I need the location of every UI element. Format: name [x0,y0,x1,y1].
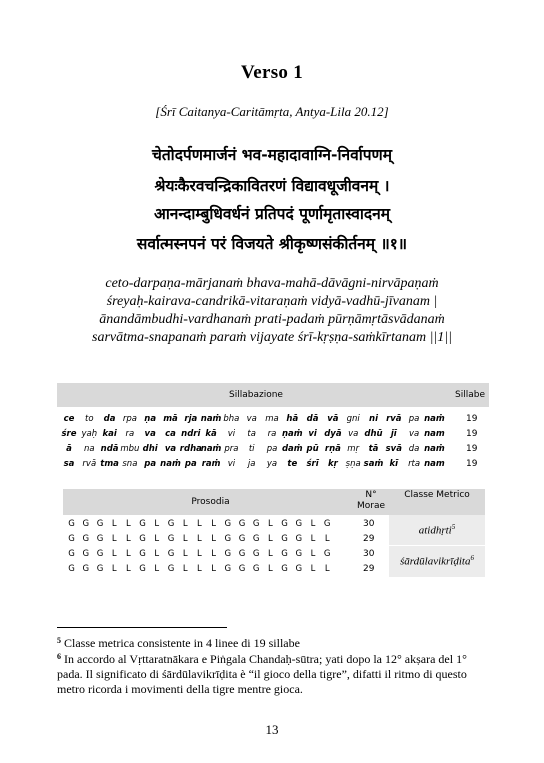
page-number: 13 [265,722,279,737]
syllable-weight: G [68,534,75,544]
syllable: jī [390,429,397,439]
syllable-weight: L [324,534,330,544]
syllable-weight: L [324,564,330,574]
syllable-weight: G [252,519,260,529]
syllable: pa [144,459,157,469]
syllable-weight: G [82,534,90,544]
syllable-weight: L [154,564,160,574]
syllable: dā [306,414,319,424]
syllable: ṣṇa [345,459,361,469]
syllable: vi [308,429,317,439]
syllable-weight: G [323,549,331,559]
devanagari-line-3: आनन्दाम्बुधिवर्धनं प्रतिपदं पूर्णामृतास्वादनम् [153,205,391,223]
syllable-weight: G [238,564,246,574]
syllable-weight: G [224,549,232,559]
syllable-weight: G [167,564,175,574]
syllable-weight: L [211,549,216,559]
transliteration-line-3: ānandāmbudhi-vardhanaṁ prati-padaṁ pūrṇāmṛtāsvādanaṁ [99,312,445,327]
syllable: sna [122,459,138,469]
syllable-weight: G [224,519,232,529]
syllable-weight: G [295,549,303,559]
syllable: rta [408,459,421,469]
syllable-weight: L [197,519,202,529]
syllable-weight: L [182,519,188,529]
syllable-weight: L [197,564,202,574]
syllable: sa [63,459,75,469]
syllable-weight: L [310,564,316,574]
syllable-weight: L [182,549,188,559]
syllable-weight: L [268,564,273,574]
syllabification-header-label: Sillabazione [229,390,283,400]
syllable: ti [248,444,255,454]
syllable-weight: G [139,534,146,544]
syllable: vi [227,429,236,439]
syllable: dyā [324,429,342,439]
syllable-weight: G [139,564,146,574]
syllable-weight: G [295,564,303,574]
syllabification-row [57,427,489,442]
devanagari-line-4: सर्वात्मस्नपनं परं विजयते श्रीकृष्णसंकीर्तनम् ॥१॥ [136,235,408,253]
syllable: dhū [364,429,383,439]
syllable-weight: G [82,519,90,529]
syllable: naṁ [200,444,222,454]
syllable-count-header: Sillabe [455,390,485,400]
prosody-header-label: Prosodia [191,497,230,507]
syllable: śre [61,429,77,439]
metre-class-header: Classe Metrico [404,490,470,500]
syllable-weight: G [139,549,146,559]
metre-cell-atidhrti [389,515,485,545]
syllable-weight: G [295,519,303,529]
syllable-weight: L [182,564,188,574]
syllable-weight: L [197,549,202,559]
syllable-weight: G [96,534,104,544]
prosody-table [63,489,485,577]
syllable-weight: G [167,519,175,529]
morae-count: 29 [363,534,375,544]
syllable-weight: G [167,549,175,559]
morae-count: 30 [363,549,375,559]
syllable: kai [102,429,117,439]
syllable: na [83,444,95,454]
syllable: to [85,414,94,424]
syllable: va [246,414,257,424]
syllable: rpa [122,414,137,424]
syllable: vi [227,459,236,469]
syllable: ra [125,429,135,439]
syllable-weight: G [68,549,75,559]
metre-name: śārdūlavikrīḍita$^6$ [400,554,474,568]
syllable-weight: L [211,534,216,544]
syllable: ce [63,414,75,424]
syllable-weight: L [154,534,160,544]
syllable: pra [224,444,239,454]
syllable-weight: G [224,564,232,574]
syllable-weight: L [154,549,160,559]
syllable: ā [66,444,72,454]
syllabification-rows [57,412,489,472]
syllable-weight: L [310,549,316,559]
transliteration-line-4: sarvātma-snapanaṁ paraṁ vijayate śrī-kṛṣṇa-saṁkīrtanam ||1|| [92,330,452,345]
syllable: ra [267,429,277,439]
syllable: tā [368,444,379,454]
syllable: da [103,414,116,424]
syllable: kī [389,459,399,469]
morae-count: 29 [363,564,375,574]
syllable: va [408,429,420,439]
syllable-weight: L [111,519,117,529]
syllable-weight: G [68,519,75,529]
syllable: pū [306,444,319,454]
syllable-weight: L [268,534,273,544]
transliteration-line-2: śreyaḥ-kairava-candrikā-vitaraṇaṁ vidyā-vadhū-jīvanam | [106,294,438,309]
syllable-weight: L [111,534,117,544]
syllable: yaḥ [81,429,98,439]
syllable: tma [100,459,119,469]
syllable: ya [266,459,278,469]
syllable-weight: G [252,564,260,574]
syllable: naṁ [200,414,222,424]
syllable-weight: G [281,549,288,559]
syllable: bha [223,414,240,424]
syllable: nam [424,429,445,439]
syllable-weight: G [96,564,104,574]
syllable: va [164,444,177,454]
syllable-weight: L [126,534,131,544]
syllable-weight: G [281,534,288,544]
syllable: mbu [120,444,140,454]
syllable: nam [424,459,445,469]
syllable: va [348,429,359,439]
metre-cell-sardulavikridita [389,546,485,577]
syllabification-row [57,412,489,427]
syllable: rvā [386,414,402,424]
syllable: ma [265,414,279,424]
syllable-count: 19 [466,459,478,469]
syllabification-row [57,442,489,457]
syllable-weight: L [111,549,117,559]
syllable: pa [408,414,420,424]
footnote-divider [57,627,227,628]
syllable: rvā [82,459,97,469]
syllable: pa [266,444,278,454]
syllable-weight: G [252,549,260,559]
syllable: raṁ [201,459,221,469]
syllable-weight: G [238,534,246,544]
prosody-rows [63,515,485,577]
syllable: svā [385,444,402,454]
syllable-weight: L [197,534,202,544]
syllable: rja [184,414,198,424]
syllable-weight: L [126,549,131,559]
syllable: naṁ [160,459,181,469]
syllable-count: 19 [466,414,478,424]
syllable-count: 19 [466,444,478,454]
syllable: ni [369,414,378,424]
syllable-weight: L [126,519,131,529]
syllable: daṁ [281,444,303,454]
syllable: mṛ [347,444,360,454]
syllable: śrī [306,459,319,469]
syllable: ṇa [144,414,157,424]
syllable-weight: G [252,534,260,544]
syllable-weight: L [126,564,131,574]
syllabification-row [57,457,489,472]
syllable: rdha [179,444,202,454]
syllable-weight: L [211,564,216,574]
syllable-weight: G [167,534,175,544]
syllable: mā [163,414,178,424]
syllable: naṁ [424,414,445,424]
syllable: ca [165,429,176,439]
syllable-weight: G [82,549,90,559]
syllable-weight: L [310,519,316,529]
footnote-5: $^5$ Classe metrica consistente in 4 linee di 19 sillabe [57,636,300,650]
devanagari-line-2: श्रेयःकैरवचन्द्रिकावितरणं विद्यावधूजीवनम् । [154,177,390,195]
syllable: naṁ [424,444,445,454]
devanagari-line-1: चेतोदर्पणमार्जनं भव-महादावाग्नि-निर्वापणम् [152,146,392,164]
syllable-weight: G [139,519,146,529]
prosody-header [63,489,485,515]
syllable-weight: L [268,519,273,529]
syllable: kā [205,429,217,439]
syllable-count: 19 [466,429,478,439]
syllable: ndri [181,429,201,439]
syllable: vā [327,414,339,424]
syllable: saṁ [363,459,384,469]
syllable-weight: G [238,549,246,559]
syllable-weight: G [68,564,75,574]
syllable: da [408,444,420,454]
syllable: hā [286,414,299,424]
morae-header: N° Morae [356,490,386,511]
syllable: ja [247,459,256,469]
syllable: kṛ [327,459,338,469]
footnote-6: $^6$ In accordo al Vṛttaratnākara e Piṅgala Chandaḥ-sūtra; yati dopo la 12° akṣara del 1° pada. Il significato di śārdūlavikrīḍita è “il gioco della tigre”, difatti il ritmo di questo metro ricorda i movimenti della tigre mentre gioca. [57,652,467,696]
syllable: rṇā [324,444,341,454]
syllable: pa [184,459,197,469]
syllable: te [287,459,298,469]
syllable-weight: L [310,534,316,544]
syllable-weight: G [224,534,232,544]
syllable: ṇaṁ [281,429,303,439]
verse-reference: [Śrī Caitanya-Caritāmṛta, Antya-Lila 20.12] [155,104,389,119]
syllable: va [144,429,156,439]
syllabification-header [57,383,489,407]
syllable-weight: L [111,564,117,574]
syllable: dhi [142,444,158,454]
syllable-weight: G [281,519,288,529]
transliteration-line-1: ceto-darpaṇa-mārjanaṁ bhava-mahā-dāvāgni-nirvāpaṇaṁ [105,276,439,291]
syllable-weight: G [96,519,104,529]
syllable-weight: G [82,564,90,574]
syllable: ta [247,429,256,439]
syllabification-table [57,383,489,472]
syllable-weight: G [238,519,246,529]
syllable-weight: G [295,534,303,544]
syllable-weight: G [281,564,288,574]
metre-name: atidhṛti$^5$ [418,523,456,537]
syllable-weight: G [96,549,104,559]
syllable-weight: L [211,519,216,529]
page-title: Verso 1 [240,62,304,83]
syllable: gni [346,414,360,424]
syllable-weight: L [268,549,273,559]
morae-count: 30 [363,519,375,529]
syllable: ndā [100,444,119,454]
syllable-weight: G [323,519,331,529]
syllable-weight: L [182,534,188,544]
syllable-weight: L [154,519,160,529]
